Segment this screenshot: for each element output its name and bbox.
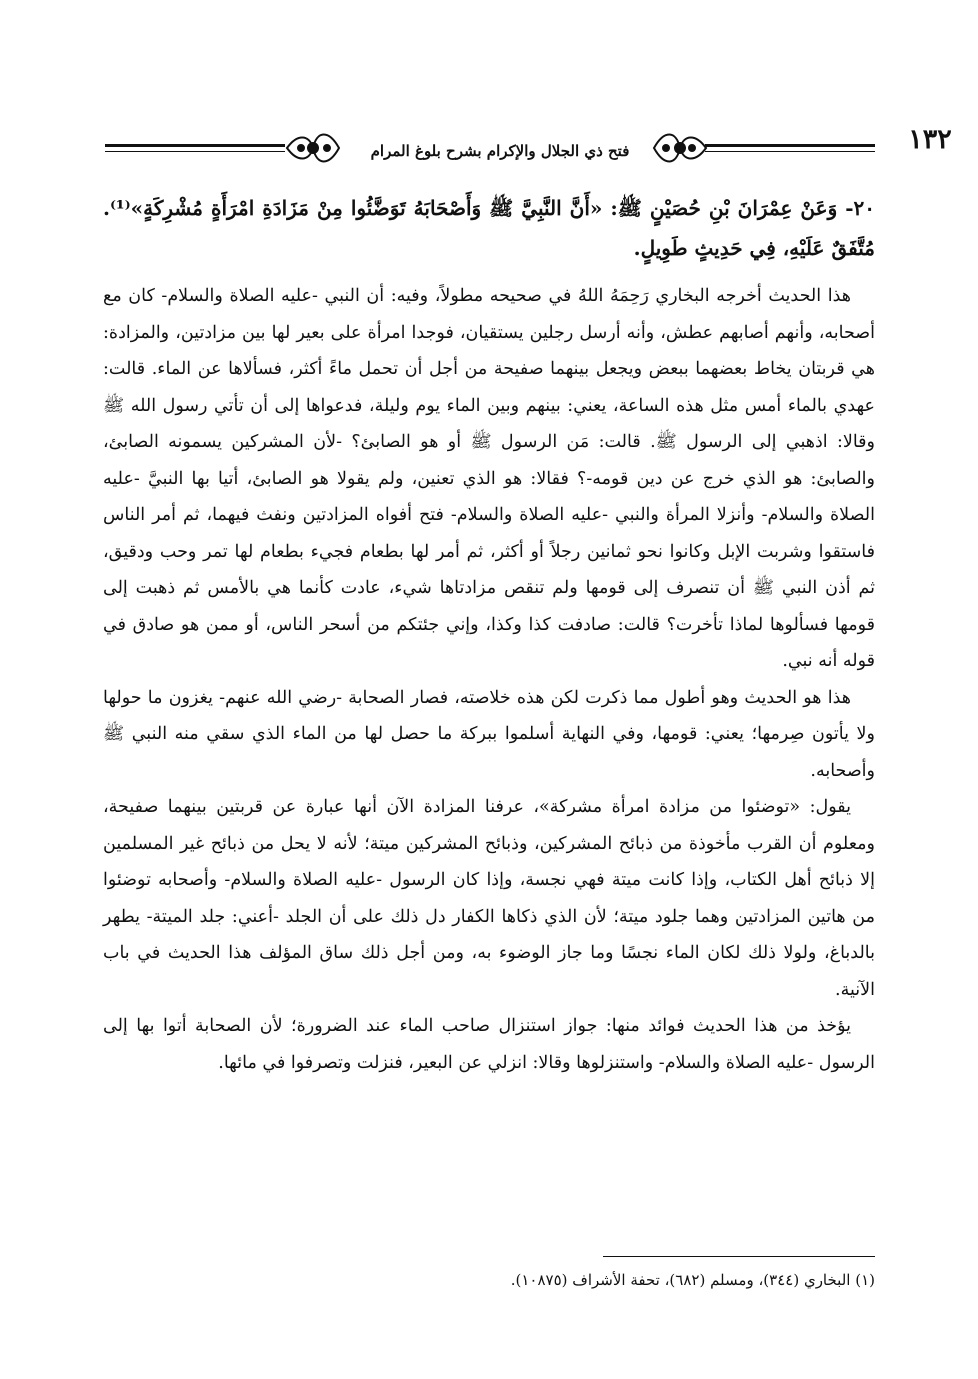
paragraph: يقول: «توضئوا من مزادة امرأة مشركة»، عرفنا المزادة الآن أنها عبارة عن قربتين بينهما صفيحة، ومعلوم أن القرب مأخوذة من ذبائح المشركين، وذبائح المشركين ميتة؛ لأنه لا يحل من ذبائح غير المسلمين إلا ذبائح أهل الكتاب، وإذا كانت ميتة فهي نجسة، وإذا كان الرسول -عليه الصلاة والسلام- وأصحابه توضئوا من هاتين المزادتين وهما جلود ميتة؛ لأن الذي ذكاها الكفار دل ذلك على أن الجلد -أعني: جلد الميتة- يطهر بالدباغ، ولولا ذلك لكان الماء نجسًا وما جاز الوضوء به، ومن أجل ذلك ساق المؤلف هذا الحديث في باب الآنية. <box>103 797 875 1000</box>
header-rule-left-thin <box>105 151 285 152</box>
header-rule-right-thick <box>705 144 875 147</box>
main-text <box>103 188 875 1081</box>
header-rule-left-thick <box>105 144 285 147</box>
header-rule-right-thin <box>705 151 875 152</box>
page-header <box>105 118 952 178</box>
footnote-divider <box>603 1256 875 1257</box>
right-ornament-icon <box>650 124 710 172</box>
paragraph: هذا الحديث أخرجه البخاري رَحِمَهُ اللهُ في صحيحه مطولاً، وفيه: أن النبي -عليه الصلاة والسلام- كان مع أصحابه، وأنهم أصابهم عطش، وأنه أرسل رجلين يستقيان، فوجدا امرأة على بعير لها بين مزادتين، والمزادة: هي قربتان يخاط بعضهما ببعض ويجعل بينهما صفيحة من أجل أن تحمل ماءً أكثر، فسألاها عن الماء. قالت: عهدي بالماء أمس مثل هذه الساعة، يعني: بينهم وبين الماء يوم وليلة، فدعواها إلى أن تأتي رسول الله ﷺ وقالا: اذهبي إلى الرسول ﷺ. قالت: مَن الرسول ﷺ أو هو الصابئ؟ -لأن المشركين يسمونه الصابئ، والصابئ: هو الذي خرج عن دين قومه-؟ فقالا: هو الذي تعنين، ولم يقولا هو الصابئ، أتيا بها النبيَّ -عليه الصلاة والسلام- وأنزلا المرأة والنبي -عليه الصلاة والسلام- فتح أفواه المزادتين ونفث فيهما، ثم أمر الناس فاستقوا وشربت الإبل وكانوا نحو ثمانين رجلاً أو أكثر، ثم أمر لها بطعام فجيء بطعام لها تمر وحب ودقيق، ثم أذن النبي ﷺ أن تنصرف إلى قومها ولم تنقص مزادتاها شيء، عادت كأنما هي بالأمس ثم ذهبت إلى قومها فسألوها لماذا تأخرت؟ قالت: صادفت كذا وكذا، وإني جئتكم من أسحر الناس، أو ممن هو صادق في قوله أنه نبي. <box>103 286 875 671</box>
hadith-text: ٢٠- وَعَنْ عِمْرَانَ بْنِ حُصَيْنٍ ﷺ: «أَنَّ النَّبِيَّ ﷺ وَأَصْحَابَهُ تَوَضَّئُوا مِنْ مَزَادَةِ امْرَأَةٍ مُشْرِكَةٍ»⁽¹⁾. مُتَّفَقٌ عَلَيْهِ، فِي حَدِيثٍ طَوِيلٍ. <box>103 196 875 260</box>
running-title: فتح ذي الجلال والإكرام بشرح بلوغ المرام <box>370 142 630 160</box>
paragraph: هذا هو الحديث وهو أطول مما ذكرت لكن هذه خلاصته، فصار الصحابة -رضي الله عنهم- يغزون ما حولها ولا يأتون صِرمها؛ يعني: قومها، وفي النهاية أسلموا ببركة ما حصل لها من الماء الذي سقي منه النبي ﷺ وأصحابه. <box>103 687 875 781</box>
paragraph: يؤخذ من هذا الحديث فوائد منها: جواز استنزال صاحب الماء عند الضرورة؛ لأن الصحابة أتوا بها إلى الرسول -عليه الصلاة والسلام- واستنزلوها وقالا: انزلي عن البعير، فنزلت وتصرفوا في مائها. <box>103 1016 875 1073</box>
page-number: ١٣٢ <box>908 124 952 155</box>
footnote: (١) البخاري (٣٤٤)، ومسلم (٦٨٢)، تحفة الأشراف (١٠٨٧٥). <box>510 1271 875 1289</box>
left-ornament-icon <box>283 124 343 172</box>
